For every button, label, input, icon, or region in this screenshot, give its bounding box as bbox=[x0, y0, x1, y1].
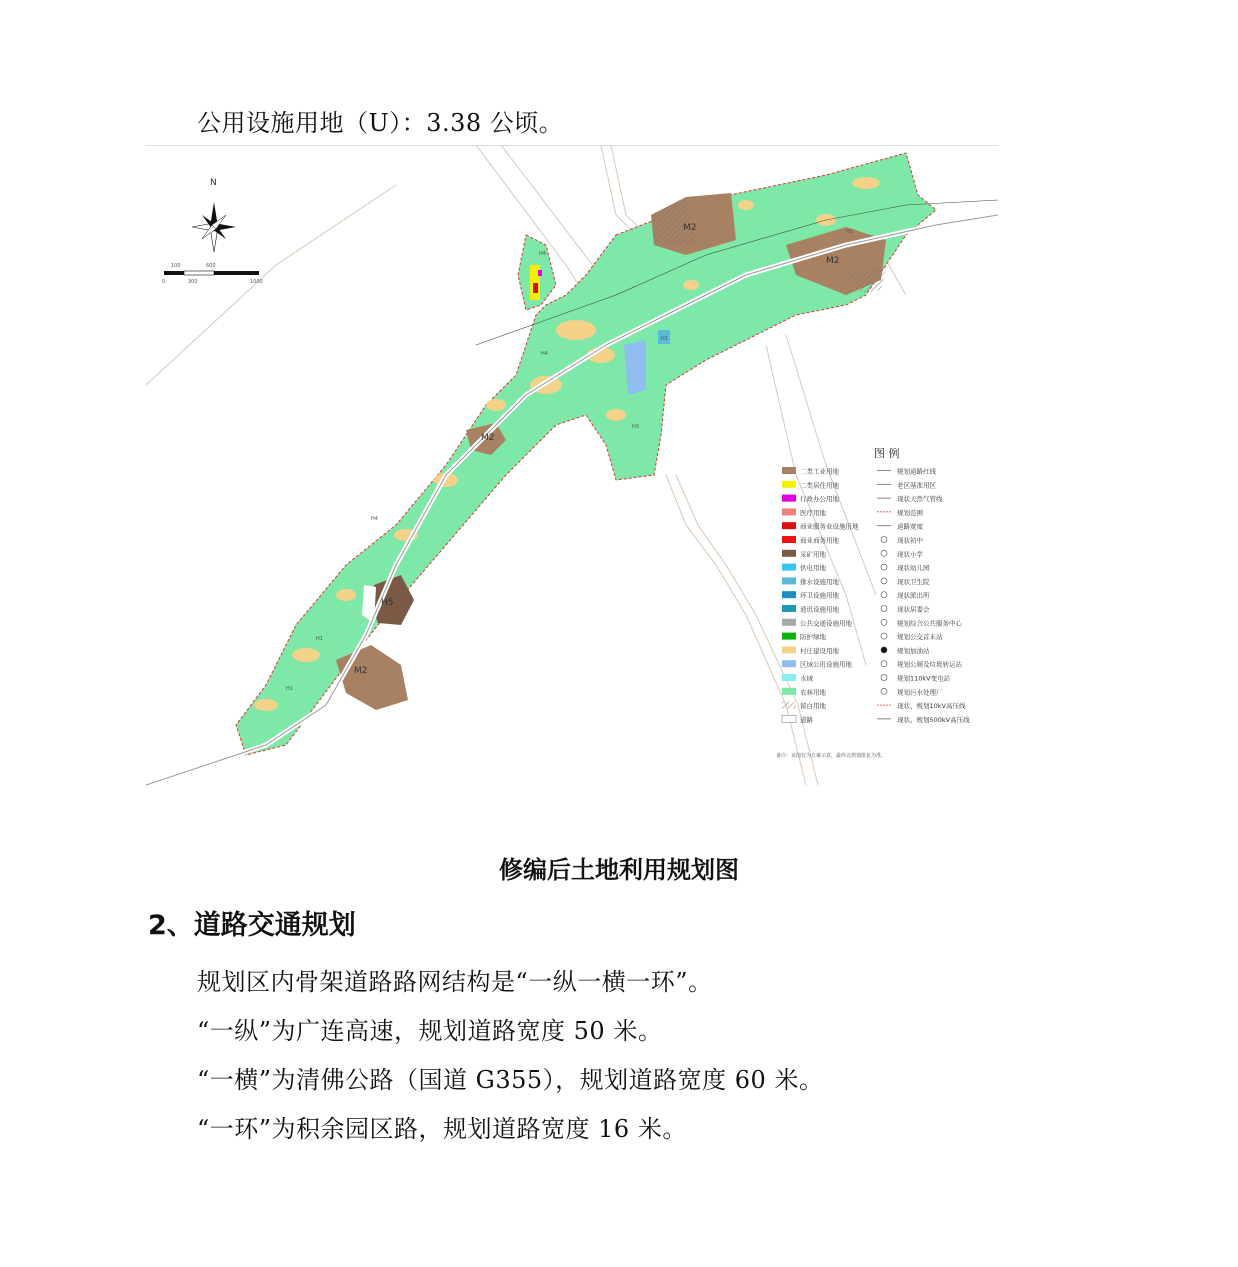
legend-label: 规划公交首末站 bbox=[897, 633, 943, 642]
svg-text:H1: H1 bbox=[661, 336, 668, 342]
legend-swatch bbox=[782, 508, 796, 515]
legend-label: 环卫设施用地 bbox=[800, 591, 839, 600]
svg-text:H1: H1 bbox=[846, 229, 853, 235]
legend-label: 现状居委会 bbox=[897, 605, 930, 614]
legend-swatch bbox=[782, 702, 796, 709]
legend-label: 现状小学 bbox=[897, 550, 923, 559]
legend-swatch bbox=[782, 591, 796, 598]
legend-swatch bbox=[782, 536, 796, 543]
legend-symbol bbox=[881, 537, 887, 543]
legend-label: 医疗用地 bbox=[800, 508, 826, 517]
legend-label: 道路宽度 bbox=[897, 522, 923, 531]
legend-symbol bbox=[881, 606, 887, 612]
svg-text:1000: 1000 bbox=[250, 279, 263, 285]
paragraph-2: “一纵”为广连高速，规划道路宽度 50 米。 bbox=[197, 1017, 663, 1045]
legend-swatch bbox=[782, 577, 796, 584]
legend-symbol bbox=[881, 675, 887, 681]
svg-text:图 例: 图 例 bbox=[874, 447, 900, 460]
legend-label: 现状幼儿园 bbox=[897, 564, 930, 573]
svg-text:M2: M2 bbox=[481, 433, 495, 443]
legend-symbol bbox=[881, 619, 887, 625]
svg-text:M2: M2 bbox=[826, 256, 840, 266]
legend-symbol bbox=[881, 592, 887, 598]
paragraph-4: “一环”为积余园区路，规划道路宽度 16 米。 bbox=[197, 1115, 687, 1143]
legend-symbol bbox=[881, 688, 887, 694]
legend-label: 排水设施用地 bbox=[800, 577, 839, 586]
legend-label: 老区基准用区 bbox=[897, 481, 936, 490]
legend-swatch bbox=[782, 674, 796, 681]
legend-label: 二类居住用地 bbox=[800, 481, 839, 490]
legend-swatch bbox=[782, 550, 796, 557]
legend-label: 现状初中 bbox=[897, 536, 923, 545]
legend-symbol bbox=[881, 661, 887, 667]
svg-text:H3: H3 bbox=[632, 424, 639, 430]
legend-label: 商业商务用地 bbox=[800, 536, 839, 545]
legend-swatch bbox=[782, 481, 796, 488]
legend-label: 商业服务业设施用地 bbox=[800, 522, 859, 531]
svg-text:备注：该图仅为方案示意，最终以规划批复为准。: 备注：该图仅为方案示意，最终以规划批复为准。 bbox=[776, 753, 887, 759]
svg-text:H5: H5 bbox=[381, 598, 394, 608]
legend-label: 行政办公用地 bbox=[800, 495, 839, 504]
legend-swatch bbox=[782, 633, 796, 640]
legend-label: 二类工业用地 bbox=[800, 467, 839, 476]
legend-label: 道路 bbox=[800, 715, 813, 724]
legend-symbol bbox=[881, 564, 887, 570]
svg-text:H4: H4 bbox=[371, 516, 378, 522]
svg-text:M2: M2 bbox=[354, 666, 368, 676]
svg-text:H1: H1 bbox=[286, 686, 293, 692]
paragraph-1: 规划区内骨架道路路网结构是“一纵一横一环”。 bbox=[197, 968, 713, 996]
legend-label: 规划污水处理厂 bbox=[897, 688, 943, 697]
legend-label: 留白用地 bbox=[800, 702, 826, 711]
svg-text:0: 0 bbox=[162, 279, 166, 285]
legend-swatch bbox=[782, 467, 796, 474]
legend-swatch bbox=[782, 522, 796, 529]
legend-symbol bbox=[881, 633, 887, 639]
legend-label: 采矿用地 bbox=[800, 550, 826, 559]
top-text-line: 公用设施用地（U）：3.38 公顷。 bbox=[197, 109, 564, 137]
legend-label: 农林用地 bbox=[800, 688, 826, 697]
legend-swatch bbox=[782, 605, 796, 612]
legend-label: 现状、规划10kV高压线 bbox=[897, 702, 966, 711]
legend-label: 防护绿地 bbox=[800, 633, 826, 642]
land-use-plan-map bbox=[146, 145, 998, 790]
legend-swatch bbox=[782, 660, 796, 667]
svg-text:H1: H1 bbox=[316, 636, 323, 642]
legend-label: 供电用地 bbox=[800, 564, 826, 573]
legend-swatch bbox=[782, 715, 796, 722]
legend-label: 规划110kV变电站 bbox=[897, 674, 951, 683]
svg-text:100: 100 bbox=[171, 263, 181, 269]
paragraph-3: “一横”为清佛公路（国道 G355），规划道路宽度 60 米。 bbox=[197, 1066, 824, 1094]
legend-swatch bbox=[782, 646, 796, 653]
legend-symbol bbox=[881, 647, 887, 653]
legend-swatch bbox=[782, 688, 796, 695]
section-heading: 2、道路交通规划 bbox=[148, 910, 356, 941]
legend-label: 公共交通设施用地 bbox=[800, 619, 852, 628]
legend-label: 规划加油站 bbox=[897, 646, 930, 655]
svg-text:300: 300 bbox=[188, 279, 198, 285]
north-label: N bbox=[210, 178, 217, 188]
legend-label: 规划道路红线 bbox=[897, 467, 936, 476]
legend-swatch bbox=[782, 619, 796, 626]
legend-swatch bbox=[782, 564, 796, 571]
legend-label: 现状派出所 bbox=[897, 591, 930, 600]
legend-label: 水域 bbox=[800, 674, 813, 683]
legend-swatch bbox=[782, 495, 796, 502]
legend-label: 规划范围 bbox=[897, 508, 923, 517]
legend-label: 规划公厕及垃圾转运站 bbox=[897, 660, 962, 669]
legend-label: 通讯设施用地 bbox=[800, 605, 839, 614]
legend-label: 区域公用设施用地 bbox=[800, 660, 852, 669]
legend-label: 现状、规划500kV高压线 bbox=[897, 715, 970, 724]
legend-symbol bbox=[881, 578, 887, 584]
figure-caption: 修编后土地利用规划图 bbox=[499, 856, 739, 884]
svg-text:M2: M2 bbox=[683, 223, 697, 233]
legend-label: 现状卫生院 bbox=[897, 577, 930, 586]
svg-text:H4: H4 bbox=[539, 251, 546, 257]
legend-symbol bbox=[881, 550, 887, 556]
svg-text:600: 600 bbox=[206, 263, 216, 269]
legend-label: 现状天然气管线 bbox=[897, 495, 943, 504]
legend-label: 规划综合公共服务中心 bbox=[897, 619, 962, 628]
legend-label: 村庄建设用地 bbox=[800, 646, 839, 655]
svg-text:H4: H4 bbox=[541, 351, 548, 357]
